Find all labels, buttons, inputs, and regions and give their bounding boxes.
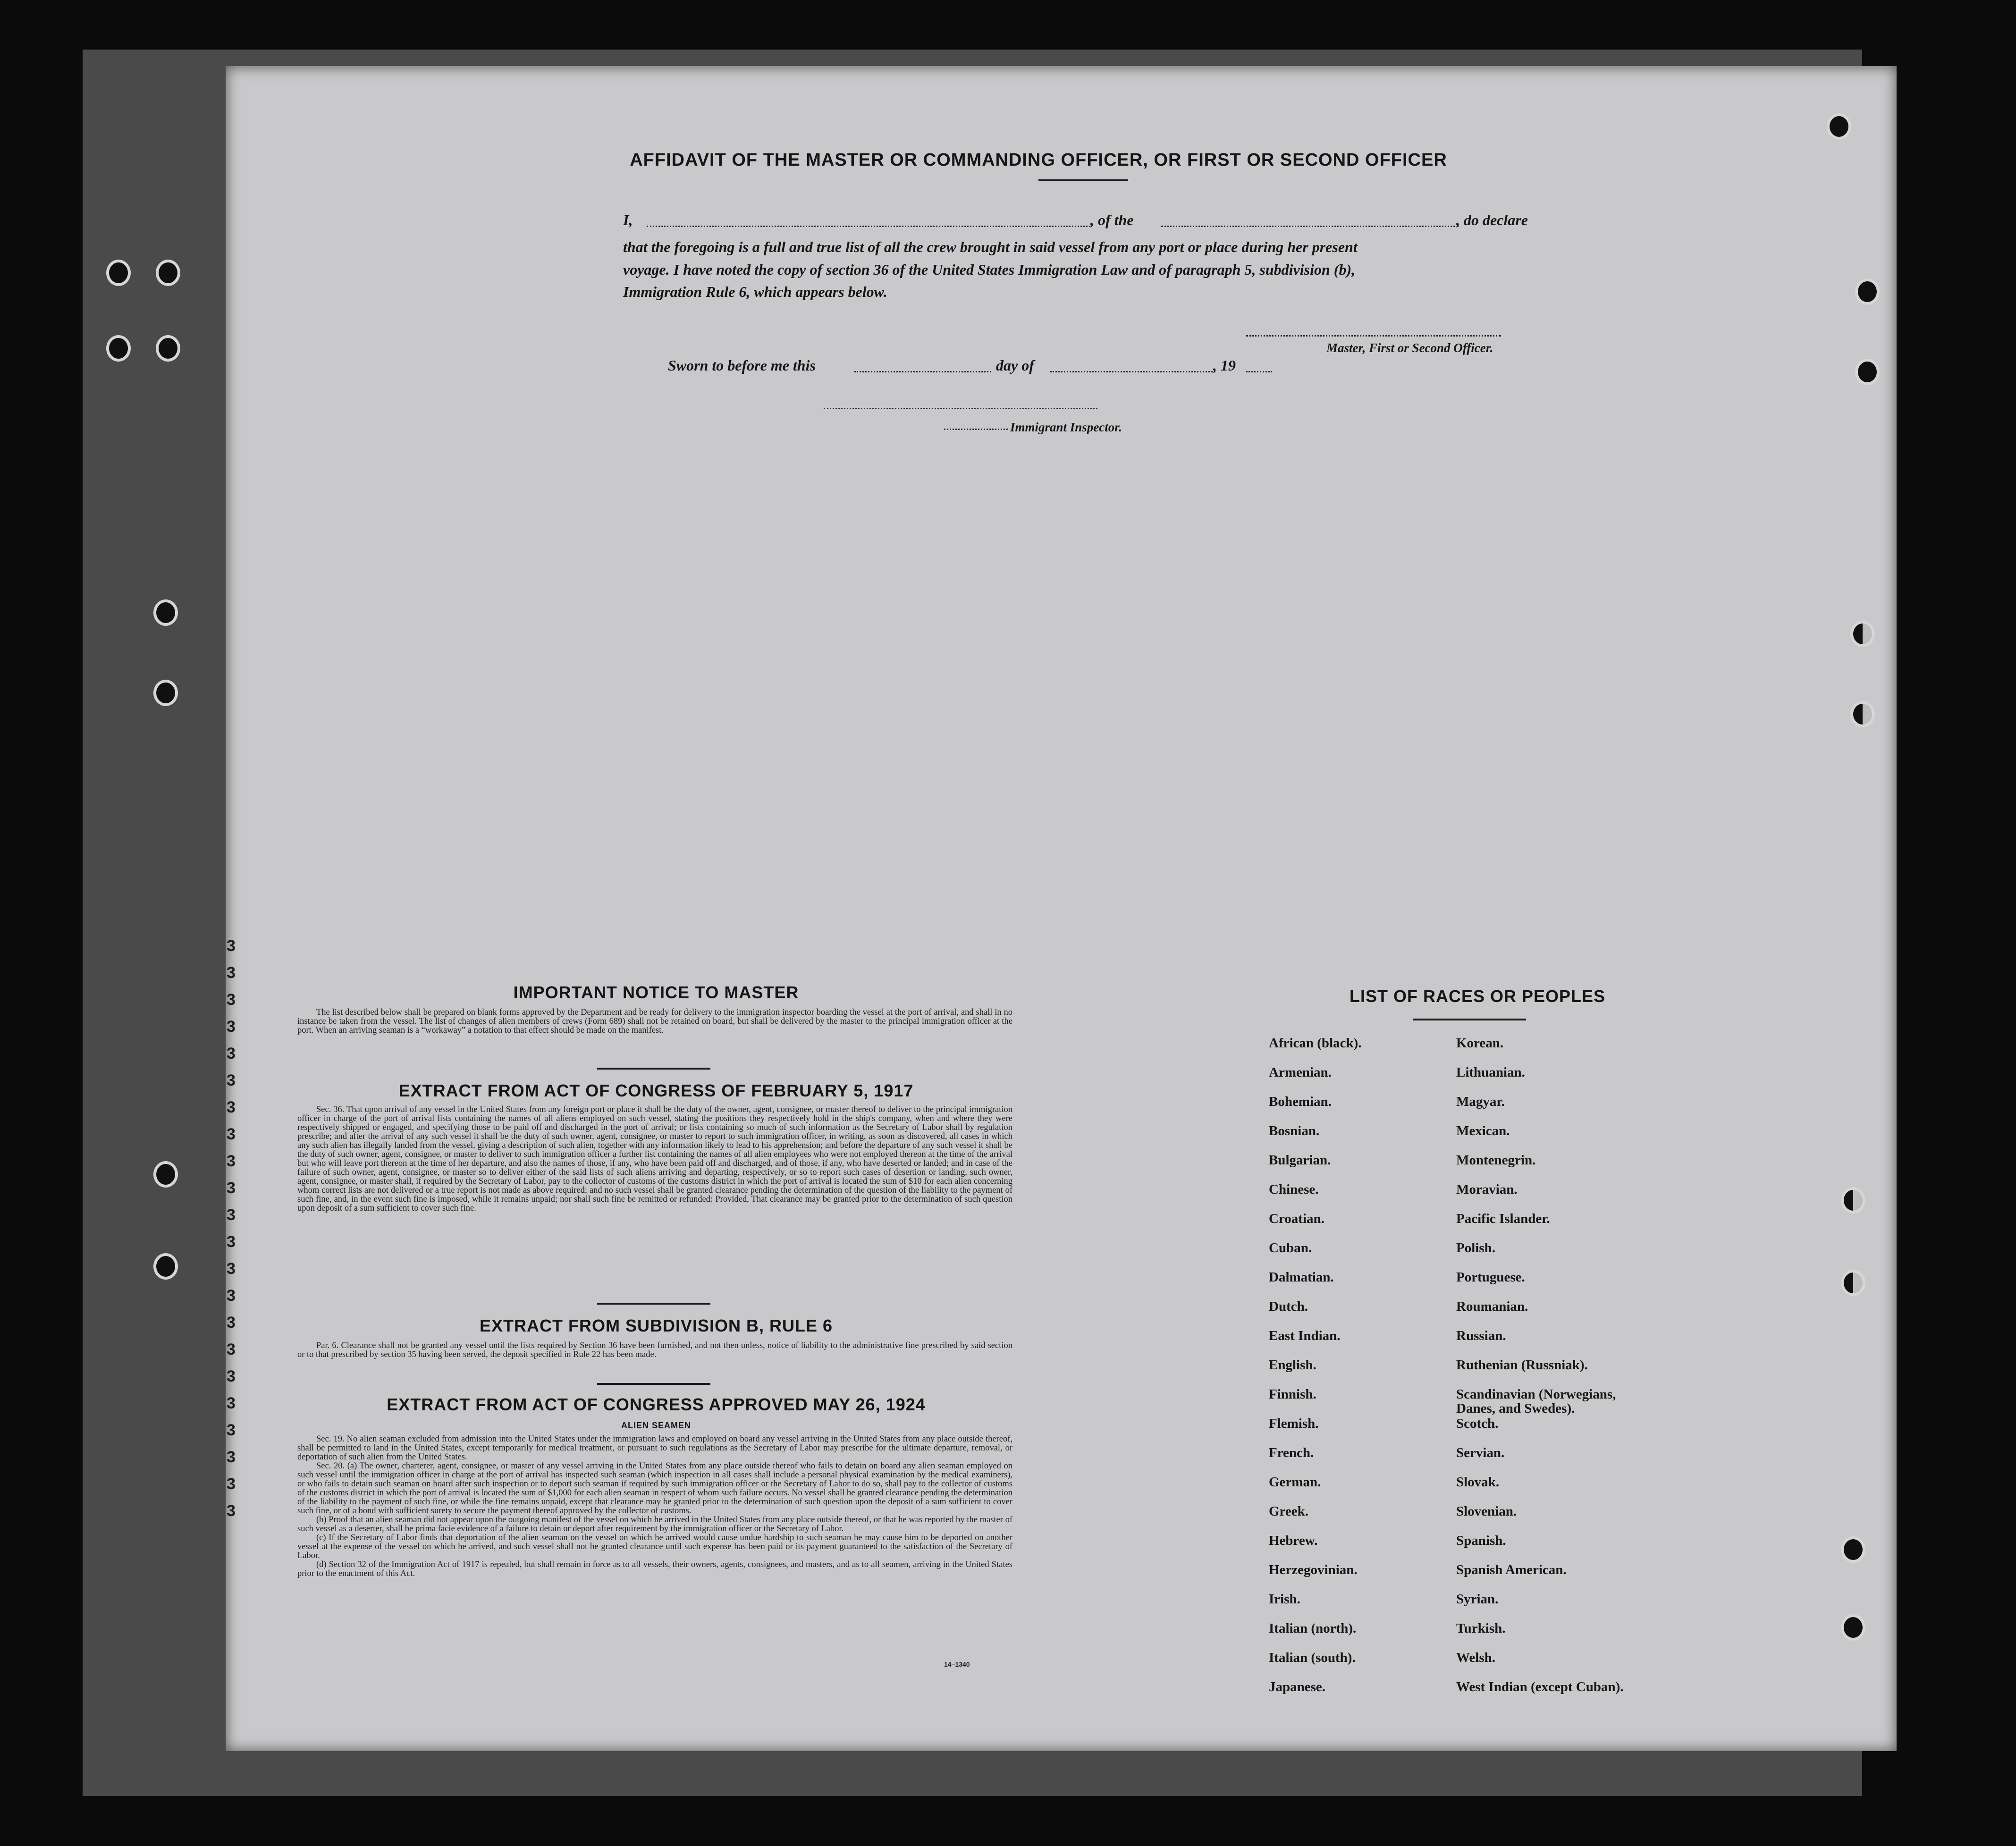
race-entry: Japanese. (1269, 1679, 1326, 1694)
sworn-year-blank (1246, 371, 1272, 372)
race-entry: Welsh. (1456, 1650, 1495, 1665)
binder-hole (156, 260, 180, 286)
affidavit-line-2: that the foregoing is a full and true list of all the crew brought in said vessel from any port or place during her present (623, 238, 1358, 255)
race-entry: Italian (south). (1269, 1650, 1356, 1665)
master-signature-blank (1246, 335, 1501, 337)
binder-hole (1855, 359, 1880, 385)
margin-number: 3 (227, 964, 236, 982)
section-rule (597, 1303, 710, 1305)
extract-1924-body (297, 1435, 1012, 1578)
binder-hole (1841, 1536, 1865, 1563)
sworn-text: Sworn to before me this (668, 357, 816, 374)
notice-text: The list described below shall be prepared on blank forms approved by the Department and be ready for delivery to the immigration inspector boarding the vessel at the port of arrival, and shall in no instance be taken from the vessel. The list of changes of alien members of crews (Form 689) shall not be retained on board, but shall be delivered by the master to the principal immigration officer at the port. When an arriving seaman is a “workaway” a notation to that effect should be made on the manifest. (297, 1008, 1012, 1035)
margin-number: 3 (227, 1233, 236, 1251)
race-entry: Slovenian. (1456, 1504, 1517, 1519)
extract-1924-subtitle: ALIEN SEAMEN (621, 1421, 691, 1430)
margin-number: 3 (227, 1125, 236, 1143)
race-entry: African (black). (1269, 1036, 1362, 1051)
race-entry: Turkish. (1456, 1621, 1506, 1636)
race-entry: Syrian. (1456, 1592, 1499, 1607)
binder-hole (153, 1253, 178, 1280)
races-rule (1413, 1019, 1526, 1020)
race-entry: Mexican. (1456, 1123, 1510, 1138)
race-entry: Roumanian. (1456, 1299, 1528, 1314)
affidavit-title: AFFIDAVIT OF THE MASTER OR COMMANDING OFFICER, OR FIRST OR SECOND OFFICER (630, 150, 1447, 170)
affidavit-of-the: , of the (1090, 211, 1134, 228)
binder-hole (106, 335, 131, 362)
binder-hole (1850, 621, 1875, 647)
sworn-day-blank (854, 371, 991, 372)
binder-hole (1841, 1614, 1865, 1641)
race-entry: Bohemian. (1269, 1094, 1332, 1109)
races-title: LIST OF RACES OR PEOPLES (1349, 986, 1606, 1006)
extract-rule6-title: EXTRACT FROM SUBDIVISION B, RULE 6 (479, 1316, 833, 1335)
binder-hole (106, 260, 131, 286)
race-entry: Slovak. (1456, 1475, 1500, 1490)
race-entry: Scotch. (1456, 1416, 1499, 1431)
extract-1917-title: EXTRACT FROM ACT OF CONGRESS OF FEBRUARY 5, 1917 (398, 1081, 914, 1100)
binder-hole (153, 599, 178, 626)
race-entry: Croatian. (1269, 1211, 1324, 1226)
race-entry: Dalmatian. (1269, 1270, 1334, 1285)
race-entry: Pacific Islander. (1456, 1211, 1550, 1226)
margin-number: 3 (227, 1287, 236, 1305)
margin-number: 3 (227, 1502, 236, 1520)
margin-number: 3 (227, 1260, 236, 1278)
inspector-leader (944, 429, 1008, 430)
race-entry: Ruthenian (Russniak). (1456, 1357, 1588, 1373)
inspector-label: Immigrant Inspector. (1010, 420, 1122, 434)
vessel-blank (1161, 226, 1459, 227)
race-entry: West Indian (except Cuban). (1456, 1679, 1624, 1694)
affidavit-i: I, (623, 211, 633, 228)
race-entry: Russian. (1456, 1328, 1506, 1343)
race-entry: English. (1269, 1357, 1316, 1373)
margin-number: 3 (227, 1340, 236, 1358)
sworn-year: , 19 (1213, 357, 1236, 374)
race-entry: Bosnian. (1269, 1123, 1320, 1138)
race-entry: East Indian. (1269, 1328, 1341, 1343)
race-entry: Montenegrin. (1456, 1153, 1536, 1168)
section-rule (597, 1383, 710, 1385)
sec-20a-text: Sec. 20. (a) The owner, charterer, agent, consignee, or master of any vessel arriving in the United States from any place outside thereof who fails to detain on board any alien seaman employed on such vessel until the immigration officer in charge at the port of arrival has inspected such seaman (which inspection in all cases shall include a personal physical examination by the medical examiners), or who fails to detain such seaman on board after such inspection or to deport such seaman if required by such immigration officer or the Secretary of Labor to do so, shall pay to the collector of customs of the customs district in which the port of arrival is located the sum of $1,000 for each alien seaman in respect of whom such failure occurs. No vessel shall be granted clearance pending the determination of the liability to the payment of such fine, or while the fine remains unpaid, except that clearance may be granted prior to the determination of such question upon the deposit of a sum sufficient to cover such fine, or of a bond with sufficient surety to secure the payment thereof approved by the collector of customs. (297, 1461, 1012, 1516)
affidavit-declare: , do declare (1456, 211, 1528, 228)
race-entry: Armenian. (1269, 1065, 1332, 1080)
sworn-month-blank (1050, 371, 1215, 372)
race-entry: Greek. (1269, 1504, 1309, 1519)
extract-1917-text: Sec. 36. That upon arrival of any vessel in the United States from any foreign port or place it shall be the duty of the owner, agent, consignee, or master thereof to deliver to the principal immigration officer in charge of the port of arrival lists containing the names of all aliens employed on such vessel, stating the positions they respectively hold in the ship's company, when and where they were respectively shipped or engaged, and specifying those to be paid off and discharged in the port of arrival; or lists containing so much of such information as the Secretary of Labor shall by regulation prescribe; and after the arrival of any such vessel it shall be the duty of such owner, agent, consignee, or master to report to such immigration officer, in writing, as soon as discovered, all cases in which any such alien has illegally landed from the vessel, giving a description of such alien, together with any information likely to lead to his apprehension; and before the departure of any such vessel it shall be the duty of such owner, agent, consignee, or master to deliver to such immigration officer a further list containing the names of all alien employees who were not employed thereon at the time of the arrival but who will leave port thereon at the time of her departure, and also the names of those, if any, who have been paid off and discharged, and of those, if any, who have deserted or landed; and in case of the failure of such owner, agent, consignee, or master so to deliver either of the said lists of such aliens arriving and departing, respectively, or so to report such cases of desertion or landing, such owner, agent, consignee, or master shall, if required by the Secretary of Labor, pay to the collector of customs of the customs district in which the port of arrival is located the sum of $10 for each alien concerning whom correct lists are not delivered or a true report is not made as above required; and no such vessel shall be granted clearance pending the determination of the question of the liability to the payment of such fine, and, in the event such fine is imposed, while it remains unpaid; nor shall such fine be remitted or refunded: Provided, That clearance may be granted prior to the determination of such question upon deposit of a sum sufficient to cover such fine. (297, 1105, 1012, 1213)
binder-hole (1855, 278, 1880, 305)
race-entry: Polish. (1456, 1240, 1495, 1256)
race-entry: Scandinavian (Norwegians, Danes, and Swedes). (1456, 1387, 1616, 1416)
margin-number: 3 (227, 1152, 236, 1170)
extract-1924-title: EXTRACT FROM ACT OF CONGRESS APPROVED MAY 26, 1924 (387, 1395, 926, 1414)
race-entry: Dutch. (1269, 1299, 1308, 1314)
form-number: 14–1340 (944, 1661, 970, 1668)
race-entry: Korean. (1456, 1036, 1504, 1051)
race-entry: Bulgarian. (1269, 1153, 1331, 1168)
margin-number: 3 (227, 1018, 236, 1036)
race-entry: Chinese. (1269, 1182, 1319, 1197)
race-entry: Flemish. (1269, 1416, 1319, 1431)
race-entry: Magyar. (1456, 1094, 1505, 1109)
affidavit-line-3: voyage. I have noted the copy of section 36 of the United States Immigration Law and of paragraph 5, subdivision (b), (623, 261, 1356, 278)
sworn-day-of: day of (996, 357, 1034, 374)
margin-number: 3 (227, 1475, 236, 1493)
race-entry: French. (1269, 1445, 1314, 1460)
race-entry: Herzegovinian. (1269, 1562, 1358, 1577)
margin-number: 3 (227, 937, 236, 955)
margin-number: 3 (227, 991, 236, 1009)
master-signature-label: Master, First or Second Officer. (1326, 341, 1493, 355)
margin-number: 3 (227, 1206, 236, 1224)
binder-hole (153, 1161, 178, 1188)
race-entry: Servian. (1456, 1445, 1505, 1460)
notice-title: IMPORTANT NOTICE TO MASTER (513, 983, 799, 1002)
binder-hole (156, 335, 180, 362)
margin-number: 3 (227, 1045, 236, 1062)
race-entry: Italian (north). (1269, 1621, 1357, 1636)
extract-rule6-text: Par. 6. Clearance shall not be granted any vessel until the lists required by Section 36 have been furnished, and not then unless, notice of liability to the administrative fine prescribed by said section or to that prescribed by section 35 having been served, the deposit specified in Rule 22 has been made. (297, 1341, 1012, 1359)
section-rule (597, 1068, 710, 1070)
race-entry: Spanish American. (1456, 1562, 1567, 1577)
margin-number: 3 (227, 1448, 236, 1466)
binder-hole (153, 680, 178, 706)
binder-hole (1841, 1187, 1865, 1214)
binder-hole (1841, 1270, 1865, 1296)
margin-number: 3 (227, 1367, 236, 1385)
name-blank (647, 226, 1090, 227)
sec-19-text: Sec. 19. No alien seaman excluded from admission into the United States under the immigration laws and employed on board any vessel arriving in the United States from any place outside thereof, shall be permitted to land in the United States, except temporarily for medical treatment, or pursuant to such regulations as the Secretary of Labor may prescribe for the ultimate departure, removal, or deportation of such alien from the United States. (297, 1434, 1012, 1462)
race-entry: Portuguese. (1456, 1270, 1525, 1285)
race-entry: Hebrew. (1269, 1533, 1318, 1548)
margin-number: 3 (227, 1394, 236, 1412)
race-entry: Spanish. (1456, 1533, 1506, 1548)
binder-hole (1827, 113, 1851, 140)
race-entry: Finnish. (1269, 1387, 1316, 1402)
margin-number: 3 (227, 1179, 236, 1197)
race-entry: Lithuanian. (1456, 1065, 1525, 1080)
affidavit-line-4: Immigration Rule 6, which appears below. (623, 283, 887, 300)
margin-number: 3 (227, 1071, 236, 1089)
race-entry: Moravian. (1456, 1182, 1518, 1197)
race-entry: Irish. (1269, 1592, 1300, 1607)
margin-number: 3 (227, 1314, 236, 1332)
sec-20c-text: (c) If the Secretary of Labor finds that deportation of the alien seaman on the vessel on which he arrived would cause undue hardship to such seaman he may cause him to be deported on another vessel at the expense of the vessel on which he arrived, and such vessel shall not be granted clearance until such expense has been paid or its payment guaranteed to the satisfaction of the Secretary of Labor. (297, 1533, 1012, 1560)
margin-number: 3 (227, 1098, 236, 1116)
sec-20b-text: (b) Proof that an alien seaman did not appear upon the outgoing manifest of the vessel on which he arrived in the United States from any place outside thereof, or that he was reported by the master of such vessel as a deserter, shall be prima facie evidence of a failure to detain or deport after requirement by the immigration officer or the Secretary of Labor. (297, 1515, 1012, 1534)
sec-20d-text: (d) Section 32 of the Immigration Act of 1917 is repealed, but shall remain in force as to all vessels, their owners, agents, consignees, and masters, and as to all seamen, arriving in the United States prior to the enactment of this Act. (297, 1560, 1012, 1578)
margin-number: 3 (227, 1421, 236, 1439)
race-entry: Cuban. (1269, 1240, 1312, 1256)
title-rule (1038, 179, 1128, 181)
race-entry: German. (1269, 1475, 1321, 1490)
inspector-signature-blank (824, 408, 1097, 409)
binder-hole (1850, 701, 1875, 727)
